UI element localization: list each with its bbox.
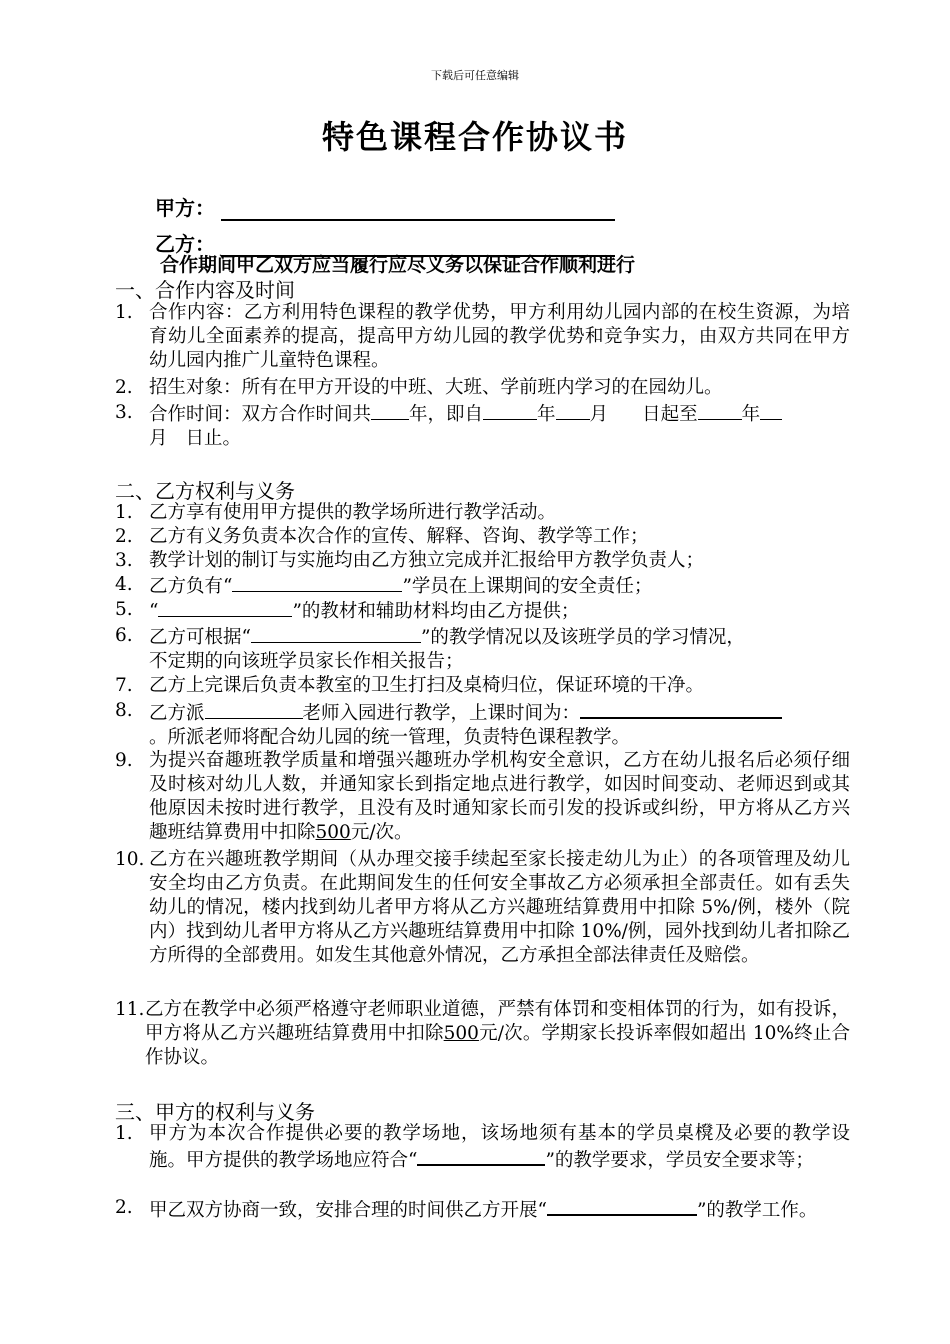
item-text: 乙方可根据“ ”的教学情况以及该班学员的学习情况， 不定期的向该班学员家长作相关报告；	[149, 624, 850, 674]
item-text: 乙方享有使用甲方提供的教学场所进行教学活动。	[149, 502, 557, 523]
item-number: 3.	[115, 550, 133, 571]
item-number: 11.	[115, 999, 145, 1020]
item-number: 5.	[115, 599, 133, 620]
list-item	[115, 573, 850, 599]
item-number: 6.	[115, 625, 133, 646]
intro-statement: 合作期间甲乙双方应当履行应尽义务以保证合作顺利进行	[160, 254, 636, 276]
list-item	[115, 549, 850, 573]
item-number: 7.	[115, 675, 133, 696]
blank-line	[158, 598, 292, 617]
list-item	[115, 674, 850, 698]
party-a-label: 甲方：	[155, 196, 215, 220]
item-text: 甲乙双方协商一致，安排合理的时间供乙方开展“ ”的教学工作。	[149, 1196, 850, 1223]
item-text: 甲方为本次合作提供必要的教学场地，该场地须有基本的学员桌櫈及必要的教学设施。甲方提供的教学场地应符合“ ”的教学要求，学员安全要求等；	[149, 1123, 850, 1171]
item-number: 2.	[115, 1197, 133, 1218]
list-item	[115, 501, 850, 525]
party-b-label: 乙方：	[155, 232, 215, 256]
item-number: 4.	[115, 574, 133, 595]
item-text: 乙方在教学中必须严格遵守老师职业道德，严禁有体罚和变相体罚的行为，如有投诉，甲方将从乙方兴趣班结算费用中扣除500元/次。学期家长投诉率假如超出 10%终止合作协议。	[145, 999, 850, 1068]
list-item	[115, 376, 850, 400]
item-text: 合作时间：双方合作时间共 年，即自 年 月 日起至 年 月 日止。	[149, 401, 850, 451]
header-note: 下载后可任意编辑	[431, 69, 519, 82]
party-a-field	[155, 192, 615, 221]
item-number: 8.	[115, 700, 133, 721]
list-item	[115, 525, 850, 549]
item-text: 乙方派 老师入园进行教学，上课时间为： 。所派老师将配合幼儿园的统一管理，负责特色课程教学。	[149, 699, 850, 750]
list-item	[115, 699, 850, 750]
list-item	[115, 1122, 850, 1173]
item-number: 1.	[115, 1123, 133, 1144]
section-2-heading: 二、乙方权利与义务	[115, 479, 295, 503]
item-number: 3.	[115, 402, 133, 423]
blank-line	[251, 624, 421, 643]
list-item	[115, 401, 850, 451]
deduction-amount: 500	[315, 822, 351, 843]
section-1-heading: 一、合作内容及时间	[115, 278, 295, 302]
blank-line	[483, 401, 537, 420]
item-text: 乙方负有“ ”学员在上课期间的安全责任；	[149, 573, 850, 599]
list-item	[115, 598, 850, 624]
list-item	[115, 1196, 850, 1223]
item-text: 乙方在兴趣班教学期间（从办理交接手续起至家长接走幼儿为止）的各项管理及幼儿安全均由乙方负责。在此期间发生的任何安全事故乙方必须承担全部责任。如有丢失幼儿的情况，楼内找到幼儿者甲方将从乙方兴趣班结算费用中扣除 5%/例，楼外（院内）找到幼儿者甲方将从乙方兴趣班结算费用中扣除 10%/例，园外找到幼儿者扣除乙方所得的全部费用。如发生其他意外情况，乙方承担全部法律责任及赔偿。	[149, 849, 850, 966]
blank-line	[580, 699, 782, 719]
item-number: 1.	[115, 502, 133, 523]
item-text: 乙方有义务负责本次合作的宣传、解释、咨询、教学等工作；	[149, 526, 649, 547]
blank-line	[760, 401, 782, 420]
list-item	[115, 624, 850, 674]
item-number: 9.	[115, 750, 133, 771]
list-item	[115, 749, 850, 845]
item-text: 合作内容：乙方利用特色课程的教学优势，甲方利用幼儿园内部的在校生资源，为培育幼儿全面素养的提高，提高甲方幼儿园的教学优势和竞争实力，由双方共同在甲方幼儿园内推广儿童特色课程。	[149, 302, 850, 371]
blank-line	[232, 573, 402, 592]
list-item	[115, 998, 850, 1070]
item-text: “ ”的教材和辅助材料均由乙方提供；	[149, 598, 850, 624]
list-item	[115, 301, 850, 373]
item-text: 招生对象：所有在甲方开设的中班、大班、学前班内学习的在园幼儿。	[149, 377, 723, 398]
item-text: 为提兴奋趣班教学质量和增强兴趣班办学机构安全意识，乙方在幼儿报名后必须仔细及时核对幼儿人数，并通知家长到指定地点进行教学，如因时间变动、老师迟到或其他原因未按时进行教学，且没有及时通知家长而引发的投诉或纠纷，甲方将从乙方兴趣班结算费用中扣除500元/次。	[149, 750, 850, 843]
item-number: 2.	[115, 377, 133, 398]
blank-line	[698, 401, 742, 420]
item-text: 乙方上完课后负责本教室的卫生打扫及桌椅归位，保证环境的干净。	[149, 675, 705, 696]
document-title: 特色课程合作协议书	[321, 118, 628, 156]
blank-line	[547, 1196, 697, 1216]
party-a-blank	[221, 199, 615, 221]
section-3-heading: 三、甲方的权利与义务	[115, 1100, 315, 1124]
item-number: 10.	[115, 849, 145, 870]
list-item	[115, 848, 850, 968]
item-number: 1.	[115, 302, 133, 323]
blank-line	[205, 700, 303, 719]
blank-line	[417, 1146, 545, 1166]
item-number: 2.	[115, 526, 133, 547]
blank-line	[371, 401, 409, 420]
deduction-amount: 500	[443, 1023, 479, 1044]
blank-line	[556, 401, 590, 420]
item-text: 教学计划的制订与实施均由乙方独立完成并汇报给甲方教学负责人；	[149, 550, 705, 571]
